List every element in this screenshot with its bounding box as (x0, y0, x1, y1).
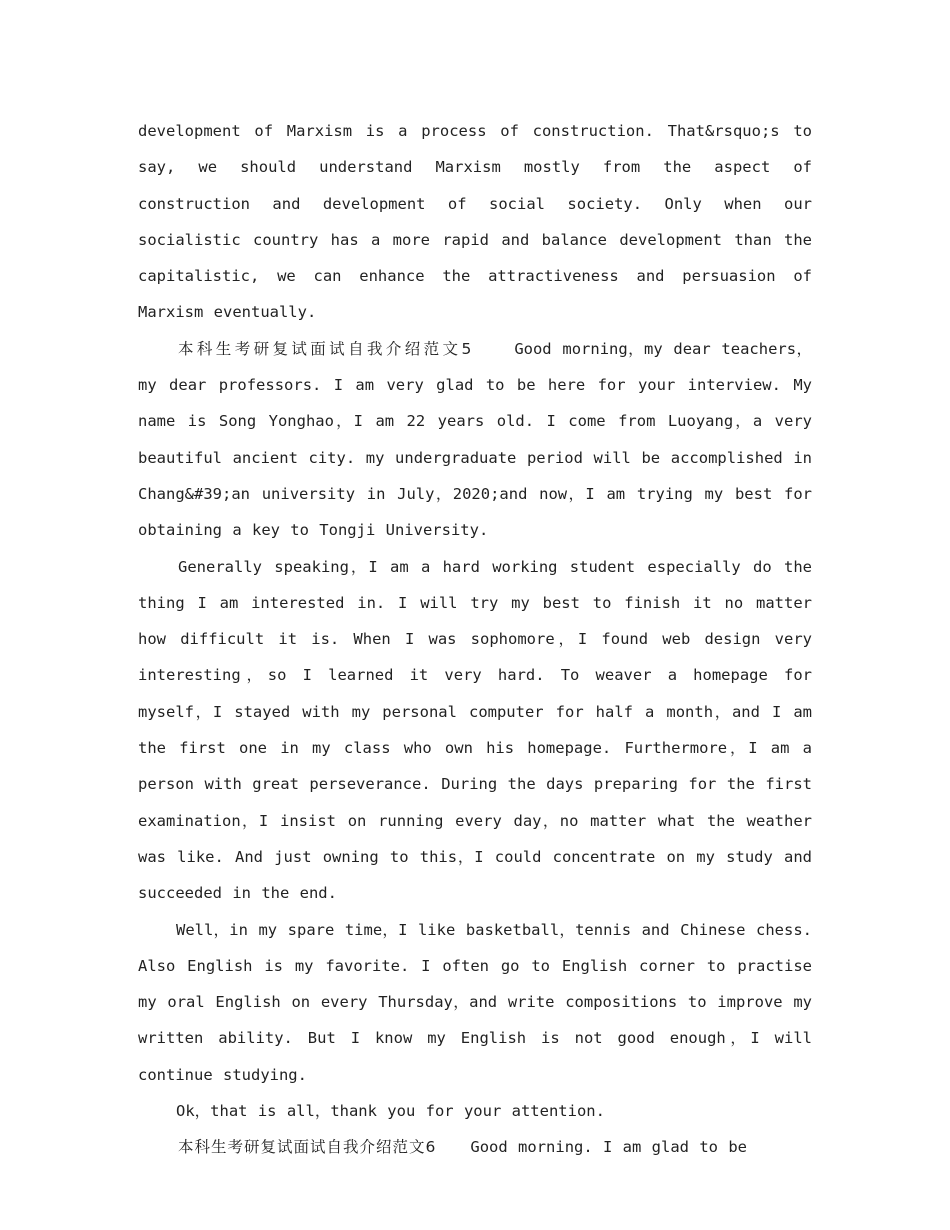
paragraph-text: Good morning，my dear teachers，my dear professors. I am very glad to be here for your interview. My name is Song Yonghao，I am 22 years old. I come from Luoyang，a very beautiful ancient city. my undergraduate period will be accomplished in Chang&#39;an university in July，2020;and now，I am trying my best for obtaining a key to Tongji University. (138, 339, 812, 540)
paragraph-marxism-conclusion (138, 113, 812, 331)
document-body (138, 113, 812, 1166)
paragraph-text: Ok，that is all，thank you for your attention. (176, 1102, 605, 1121)
paragraph-text: Well，in my spare time，I like basketball，tennis and Chinese chess. Also English is my favorite. I often go to English corner to practise my oral English on every Thursday，and write compositions to improve my written ability. But I know my English is not good enough，I will continue studying. (138, 920, 812, 1084)
paragraph-sample-6 (138, 1129, 812, 1165)
section-heading-sample-5: 本科生考研复试面试自我介绍范文5 (178, 339, 475, 358)
paragraph-spare-time (138, 912, 812, 1093)
paragraph-text: development of Marxism is a process of construction. That&rsquo;s to say, we should understand Marxism mostly from the aspect of construction and development of social society. Only when our socialistic country has a more rapid and balance development than the capitalistic, we can enhance the attractiveness and persuasion of Marxism eventually. (138, 122, 812, 322)
paragraph-hard-working (138, 549, 812, 912)
paragraph-text: Good morning. I am glad to be (470, 1138, 747, 1157)
paragraph-text: Generally speaking，I am a hard working student especially do the thing I am interested in. I will try my best to finish it no matter how difficult it is. When I was sophomore，I found web design very interesting，so I learned it very hard. To weaver a homepage for myself，I stayed with my personal computer for half a month，and I am the first one in my class who own his homepage. Furthermore，I am a person with great perseverance. During the days preparing for the first examination，I insist on running every day，no matter what the weather was like. And just owning to this，I could concentrate on my study and succeeded in the end. (138, 557, 812, 903)
paragraph-closing (138, 1093, 812, 1129)
section-heading-sample-6: 本科生考研复试面试自我介绍范文6 (178, 1138, 437, 1157)
paragraph-sample-5 (138, 331, 812, 549)
